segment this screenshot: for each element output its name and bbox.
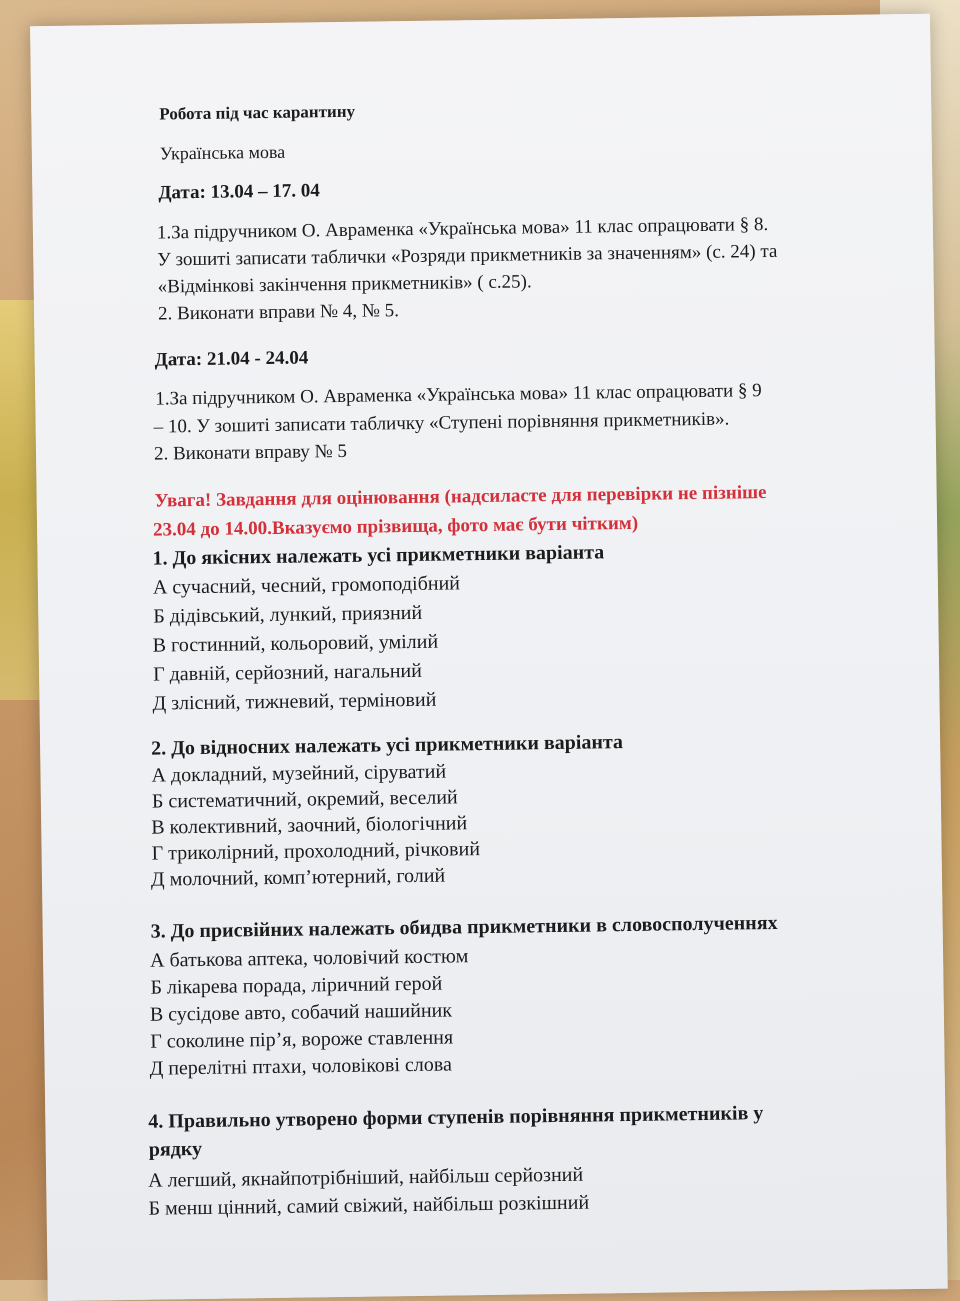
question-3-option: Б лікарева порада, ліричний герой	[150, 972, 443, 999]
question-2-option: Б систематичний, окремий, веселий	[151, 786, 458, 813]
question-1-option: А сучасний, чесний, громоподібний	[152, 572, 461, 599]
question-4-option: Б менш цінний, самий свіжий, найбільш розкішний	[148, 1191, 590, 1220]
subject-label: Українська мова	[159, 141, 286, 164]
question-2-option: Г триколірний, прохолодний, річковий	[151, 838, 481, 865]
document-title: Робота під час карантину	[159, 101, 356, 124]
notice-line: Увага! Завдання для оцінювання (надсиласте для перевірки не пізніше	[154, 482, 767, 512]
question-3-option: Г соколине пір’я, вороже ставлення	[150, 1026, 454, 1053]
section2-line: – 10. У зошиті записати табличку «Ступені порівняння прикметників».	[153, 408, 730, 438]
question-1-title: 1. До якісних належать усі прикметники варіанта	[152, 541, 605, 570]
section1-line: У зошиті записати таблички «Розряди прикметників за значенням» (с. 24) та	[157, 240, 778, 271]
question-1-option: Д злісний, тижневий, терміновий	[152, 688, 437, 715]
section1-line: «Відмінкові закінчення прикметників» ( с.25).	[157, 271, 532, 298]
section2-line: 2. Виконати вправу № 5	[153, 440, 348, 465]
question-3-option: А батькова аптека, чоловічий костюм	[149, 945, 469, 972]
section1-line: 2. Виконати вправи № 4, № 5.	[157, 300, 400, 325]
question-2-option: Д молочний, комп’ютерний, голий	[150, 864, 446, 891]
question-4-option: А легший, якнайпотрібніший, найбільш серйозний	[148, 1163, 584, 1192]
question-3-option: Д перелітні птахи, чоловікові слова	[149, 1053, 453, 1080]
question-2-option: В колективний, заочний, біологічний	[151, 812, 468, 839]
question-1-option: Г давній, серйозний, нагальний	[152, 659, 423, 686]
question-1-option: Б дідівський, лункий, приязний	[153, 601, 423, 628]
notice-line: 23.04 до 14.00.Вказуємо прізвища, фото має бути чітким)	[152, 512, 639, 541]
question-3-title: 3. До присвійних належать обидва прикметники в словосполученнях	[150, 911, 778, 943]
section2-line: 1.За підручником О. Авраменка «Українська мова» 11 клас опрацювати § 9	[155, 380, 762, 410]
section1-date: Дата: 13.04 – 17. 04	[158, 180, 320, 204]
question-1-option: В гостинний, кольоровий, умілий	[152, 630, 439, 657]
section2-date: Дата: 21.04 - 24.04	[154, 347, 309, 371]
question-4-title-cont: рядку	[148, 1137, 203, 1161]
section1-line: 1.За підручником О. Авраменка «Українська мова» 11 клас опрацювати § 8.	[156, 213, 769, 244]
paper-sheet	[30, 14, 948, 1301]
question-3-option: В сусідове авто, собачий нашийник	[149, 999, 453, 1026]
question-4-title: 4. Правильно утворено форми ступенів порівняння прикметників у	[148, 1102, 764, 1133]
document-content	[30, 14, 948, 1301]
question-2-option: А докладний, музейний, сіруватий	[151, 760, 447, 787]
question-2-title: 2. До відносних належать усі прикметники варіанта	[150, 731, 624, 760]
